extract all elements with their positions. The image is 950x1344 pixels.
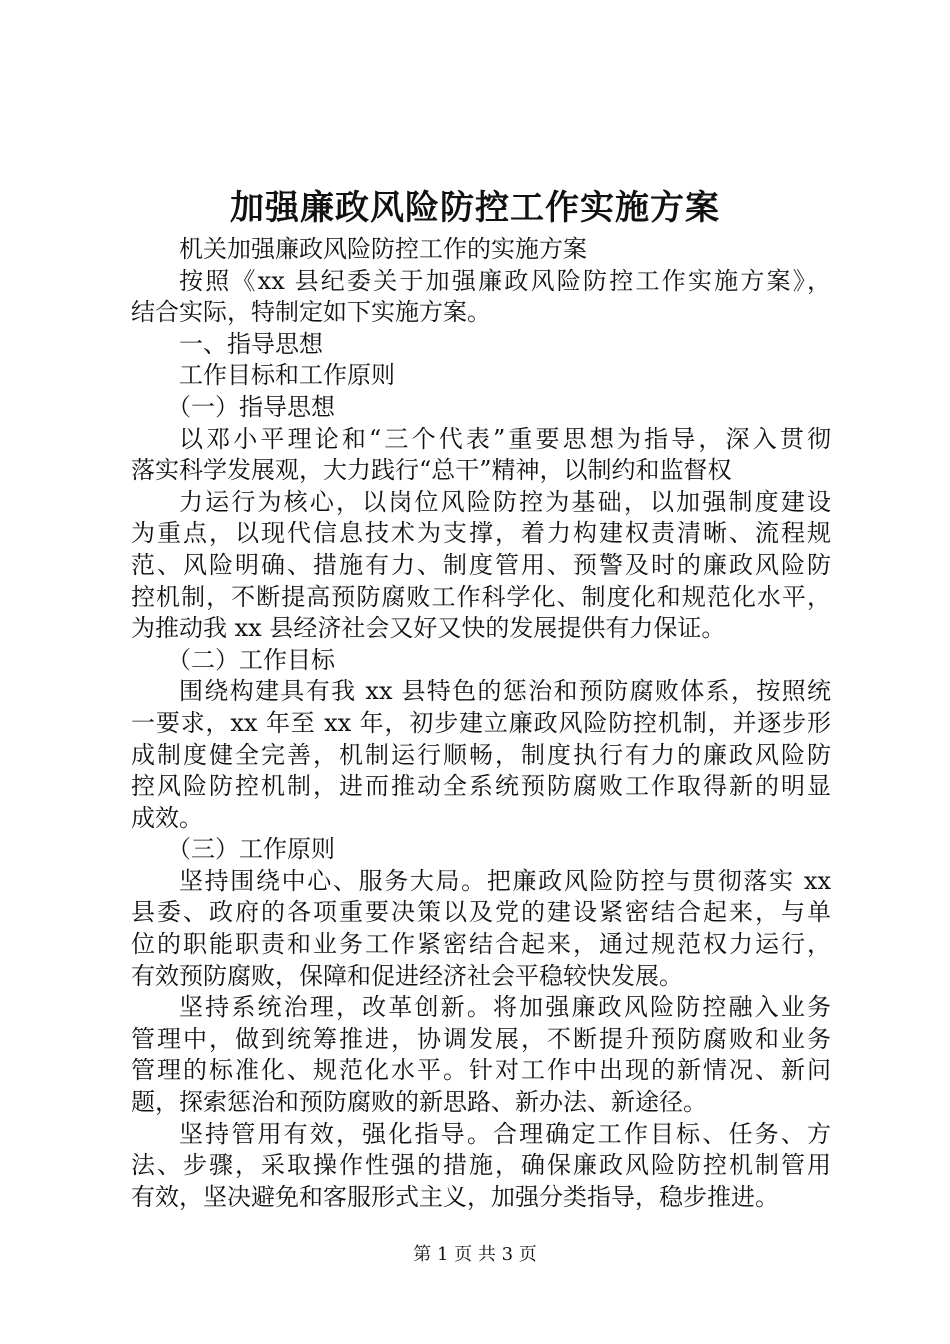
text-line: （三）工作原则 <box>167 835 335 864</box>
text-line: 控机制，不断提高预防腐败工作科学化、制度化和规范化水平， <box>131 582 831 611</box>
text-line: 题，探索惩治和预防腐败的新思路、新办法、新途径。 <box>131 1088 707 1117</box>
text-line: 管理中，做到统筹推进，协调发展，不断提升预防腐败和业务 <box>131 1024 831 1053</box>
text-line: （一）指导思想 <box>167 392 335 421</box>
text-line: 坚持围绕中心、服务大局。把廉政风险防控与贯彻落实 xx <box>179 866 831 895</box>
text-line: 按照《xx 县纪委关于加强廉政风险防控工作实施方案》， <box>179 266 831 295</box>
text-line: 机关加强廉政风险防控工作的实施方案 <box>179 235 587 263</box>
text-line: 有效，坚决避免和客服形式主义，加强分类指导，稳步推进。 <box>131 1182 779 1211</box>
text-line: 管理的标准化、规范化水平。针对工作中出现的新情况、新问 <box>131 1056 831 1085</box>
text-line: 坚持系统治理，改革创新。将加强廉政风险防控融入业务 <box>179 993 831 1022</box>
text-line: 落实科学发展观，大力践行“总干”精神，以制约和监督权 <box>131 456 732 485</box>
text-line: 一、指导思想 <box>179 329 323 358</box>
text-line: 成制度健全完善，机制运行顺畅，制度执行有力的廉政风险防 <box>131 740 831 769</box>
text-line: 控风险防控机制，进而推动全系统预防腐败工作取得新的明显 <box>131 772 831 801</box>
text-line: 县委、政府的各项重要决策以及党的建设紧密结合起来，与单 <box>131 898 831 927</box>
document-title: 加强廉政风险防控工作实施方案 <box>230 188 720 228</box>
text-line: 工作目标和工作原则 <box>179 361 395 390</box>
text-line: 有效预防腐败，保障和促进经济社会平稳较快发展。 <box>131 961 683 990</box>
text-line: （二）工作目标 <box>167 645 335 674</box>
text-line: 坚持管用有效，强化指导。合理确定工作目标、任务、方 <box>179 1119 831 1148</box>
text-line: 范、风险明确、措施有力、制度管用、预警及时的廉政风险防 <box>131 550 831 579</box>
text-line: 一要求，xx 年至 xx 年，初步建立廉政风险防控机制，并逐步形 <box>131 708 831 737</box>
page-footer: 第 1 页 共 3 页 <box>413 1244 537 1265</box>
text-line: 以邓小平理论和“三个代表”重要思想为指导，深入贯彻 <box>179 424 831 453</box>
text-line: 结合实际，特制定如下实施方案。 <box>131 298 491 327</box>
text-line: 成效。 <box>131 803 203 832</box>
text-line: 力运行为核心，以岗位风险防控为基础，以加强制度建设 <box>179 487 831 516</box>
text-line: 围绕构建具有我 xx 县特色的惩治和预防腐败体系，按照统 <box>179 677 831 706</box>
text-line: 为重点，以现代信息技术为支撑，着力构建权责清晰、流程规 <box>131 519 831 548</box>
text-line: 法、步骤，采取操作性强的措施，确保廉政风险防控机制管用 <box>131 1151 831 1180</box>
document-body <box>131 234 831 1213</box>
text-line: 为推动我 xx 县经济社会又好又快的发展提供有力保证。 <box>131 614 726 643</box>
text-line: 位的职能职责和业务工作紧密结合起来，通过规范权力运行， <box>131 930 831 959</box>
